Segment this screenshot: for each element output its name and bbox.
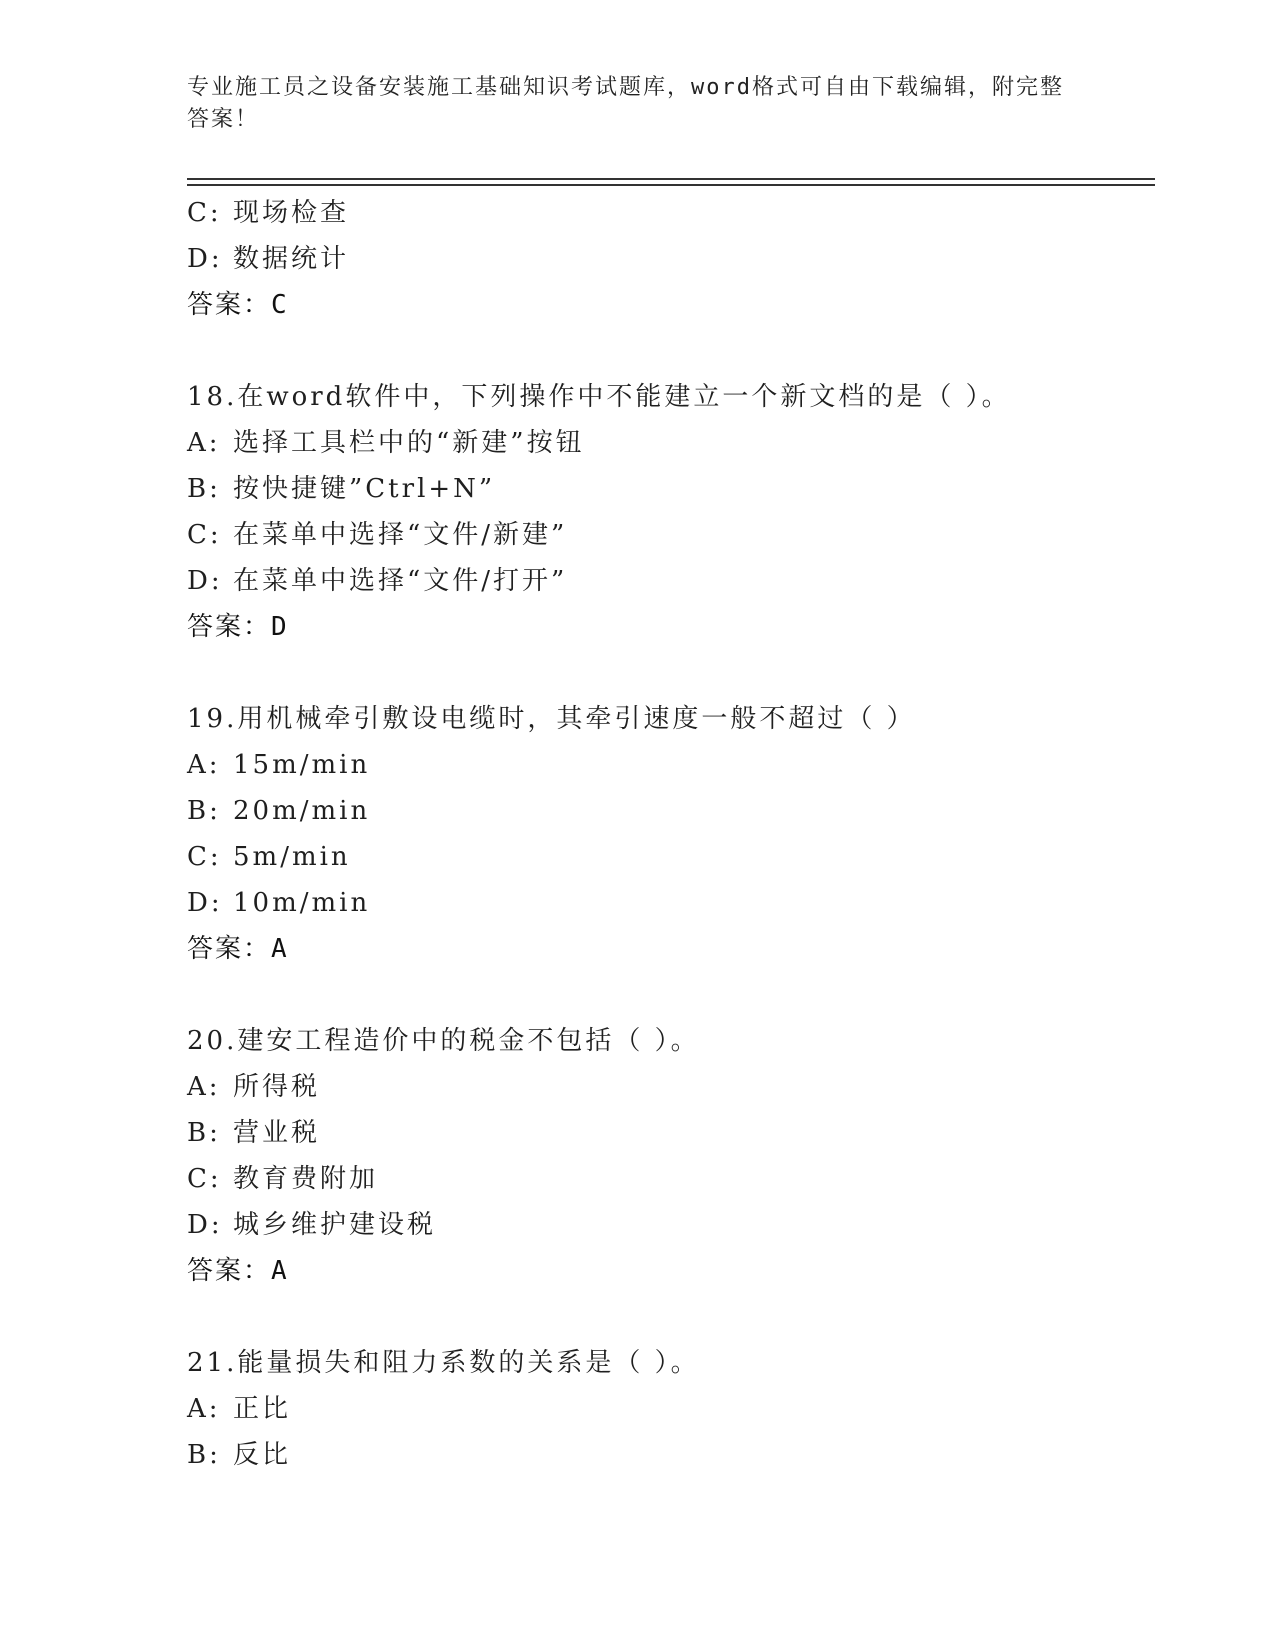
answer-line: 答案：D bbox=[187, 612, 289, 642]
option-line bbox=[187, 788, 1155, 834]
option-key: D: bbox=[187, 888, 223, 918]
option-line bbox=[187, 190, 1155, 236]
option-text: 现场检查 bbox=[233, 198, 350, 228]
option-key: B: bbox=[187, 1440, 221, 1470]
option-text: 正比 bbox=[233, 1394, 292, 1424]
answer-line: 答案：A bbox=[187, 934, 289, 964]
document-title: 专业施工员之设备安装施工基础知识考试题库，word格式可自由下载编辑，附完整答案！ bbox=[187, 75, 1064, 132]
option-text: 营业税 bbox=[233, 1118, 321, 1148]
option-key: A: bbox=[187, 428, 221, 458]
option-line bbox=[187, 1386, 1155, 1432]
option-key: C: bbox=[187, 842, 222, 872]
option-key: B: bbox=[187, 474, 221, 504]
option-key: C: bbox=[187, 1164, 222, 1194]
option-line bbox=[187, 236, 1155, 282]
option-line bbox=[187, 1432, 1155, 1478]
answer-line: 答案：C bbox=[187, 290, 289, 320]
option-line bbox=[187, 834, 1155, 880]
question-stem: 19.用机械牵引敷设电缆时，其牵引速度一般不超过（ ） bbox=[187, 704, 916, 734]
option-text: 20m/min bbox=[233, 796, 371, 826]
option-text: 反比 bbox=[233, 1440, 292, 1470]
option-text: 15m/min bbox=[233, 750, 371, 780]
question-stem: 20.建安工程造价中的税金不包括（ ）。 bbox=[187, 1026, 700, 1056]
option-text: 所得税 bbox=[233, 1072, 321, 1102]
option-text: 在菜单中选择“文件/新建” bbox=[233, 520, 568, 550]
question-stem: 21.能量损失和阻力系数的关系是（ ）。 bbox=[187, 1348, 700, 1378]
option-key: D: bbox=[187, 244, 223, 274]
question-content bbox=[187, 190, 1155, 1478]
question-stem: 18.在word软件中，下列操作中不能建立一个新文档的是（ ）。 bbox=[187, 382, 1011, 412]
option-text: 5m/min bbox=[233, 842, 351, 872]
option-text: 在菜单中选择“文件/打开” bbox=[233, 566, 568, 596]
question-18 bbox=[187, 374, 1155, 650]
option-line bbox=[187, 512, 1155, 558]
option-key: B: bbox=[187, 1118, 221, 1148]
header-divider-top bbox=[187, 178, 1155, 180]
option-line bbox=[187, 1202, 1155, 1248]
option-text: 城乡维护建设税 bbox=[233, 1210, 437, 1240]
question-21 bbox=[187, 1340, 1155, 1478]
option-key: C: bbox=[187, 198, 222, 228]
option-key: D: bbox=[187, 566, 223, 596]
option-text: 10m/min bbox=[233, 888, 371, 918]
option-text: 选择工具栏中的“新建”按钮 bbox=[233, 428, 585, 458]
option-line bbox=[187, 1064, 1155, 1110]
option-line bbox=[187, 1156, 1155, 1202]
question-19 bbox=[187, 696, 1155, 972]
option-line bbox=[187, 466, 1155, 512]
option-text: 教育费附加 bbox=[233, 1164, 379, 1194]
header-divider-bottom bbox=[187, 184, 1155, 186]
option-key: C: bbox=[187, 520, 222, 550]
option-key: B: bbox=[187, 796, 221, 826]
option-line bbox=[187, 558, 1155, 604]
option-line bbox=[187, 742, 1155, 788]
option-key: D: bbox=[187, 1210, 223, 1240]
option-text: 按快捷键”Ctrl+N” bbox=[233, 474, 496, 504]
question-20 bbox=[187, 1018, 1155, 1294]
option-key: A: bbox=[187, 1072, 221, 1102]
option-line bbox=[187, 880, 1155, 926]
answer-line: 答案：A bbox=[187, 1256, 289, 1286]
option-text: 数据统计 bbox=[233, 244, 350, 274]
option-key: A: bbox=[187, 1394, 221, 1424]
option-line bbox=[187, 1110, 1155, 1156]
option-key: A: bbox=[187, 750, 221, 780]
option-line bbox=[187, 420, 1155, 466]
